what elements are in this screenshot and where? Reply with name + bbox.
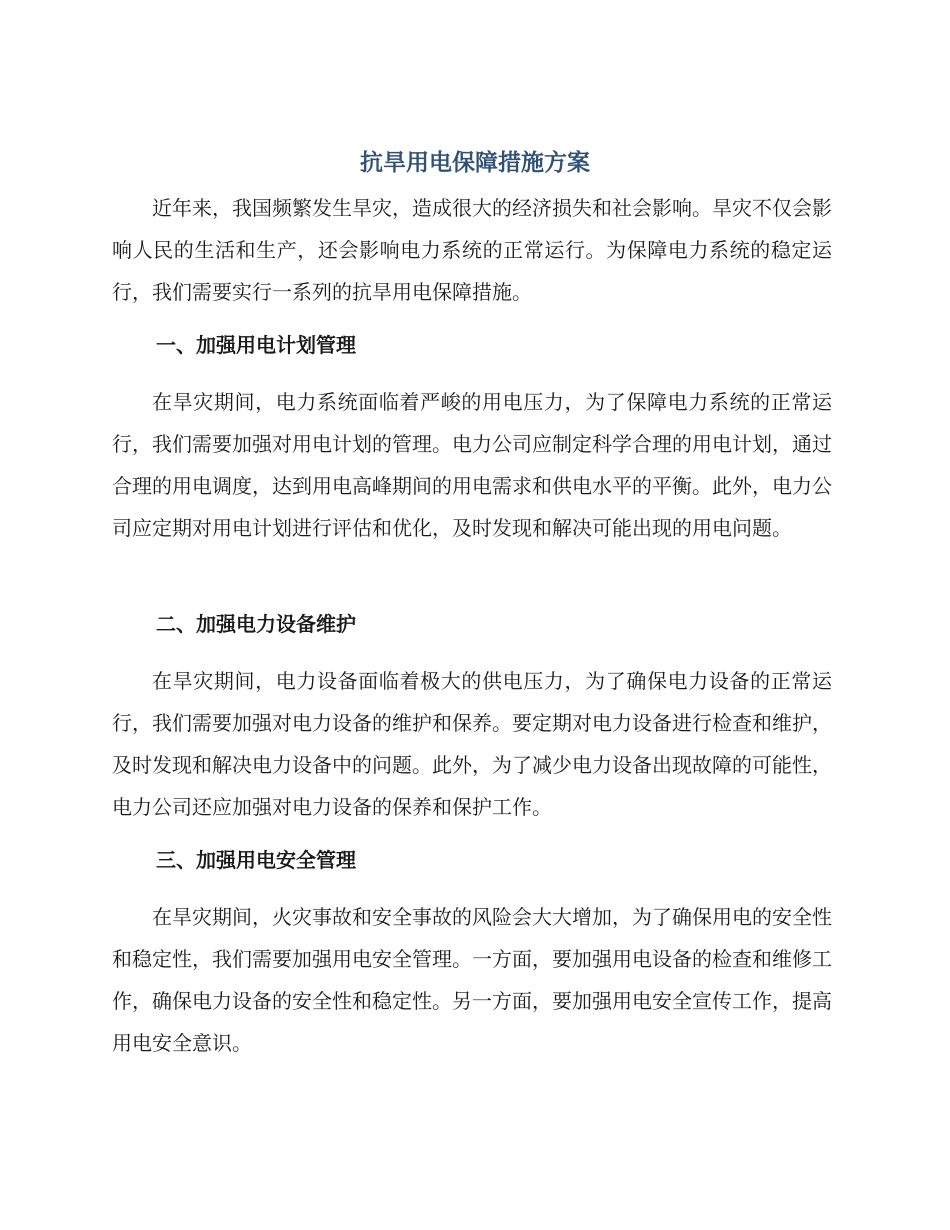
section-heading-2: 二、加强电力设备维护 [156,612,356,636]
section-body-1: 在旱灾期间，电力系统面临着严峻的用电压力，为了保障电力系统的正常运行，我们需要加强对用电计划的管理。电力公司应制定科学合理的用电计划，通过合理的用电调度，达到用电高峰期间的用电需求和供电水平的平衡。此外，电力公司应定期对用电计划进行评估和优化，及时发现和解决可能出现的用电问题。 [112,390,832,540]
section-body-2: 在旱灾期间，电力设备面临着极大的供电压力，为了确保电力设备的正常运行，我们需要加强对电力设备的维护和保养。要定期对电力设备进行检查和维护，及时发现和解决电力设备中的问题。此外，为了减少电力设备出现故障的可能性，电力公司还应加强对电力设备的保养和保护工作。 [112,669,832,819]
section-body-3: 在旱灾期间，火灾事故和安全事故的风险会大大增加，为了确保用电的安全性和稳定性，我们需要加强用电安全管理。一方面，要加强用电设备的检查和维修工作，确保电力设备的安全性和稳定性。另一方面，要加强用电安全宣传工作，提高用电安全意识。 [112,905,832,1055]
document-title: 抗旱用电保障措施方案 [360,150,590,176]
intro-paragraph: 近年来，我国频繁发生旱灾，造成很大的经济损失和社会影响。旱灾不仅会影响人民的生活和生产，还会影响电力系统的正常运行。为保障电力系统的稳定运行，我们需要实行一系列的抗旱用电保障措施。 [112,196,832,304]
section-heading-3: 三、加强用电安全管理 [156,848,356,872]
section-heading-1: 一、加强用电计划管理 [156,333,356,357]
